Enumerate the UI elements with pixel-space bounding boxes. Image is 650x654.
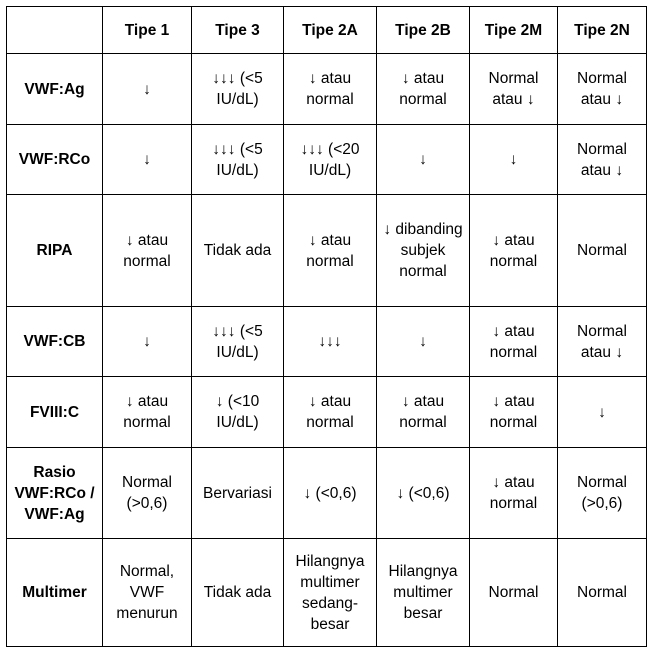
table-cell: ↓ atau normal (284, 54, 377, 125)
table-cell: ↓ atau normal (470, 307, 558, 377)
table-cell: Normal atau ↓ (558, 54, 647, 125)
table-cell: Normal (>0,6) (558, 448, 647, 539)
row-label: RIPA (7, 195, 103, 307)
table-cell: ↓↓↓ (<20 IU/dL) (284, 125, 377, 195)
table-cell: ↓ atau normal (377, 377, 470, 448)
table-cell: ↓ atau normal (284, 377, 377, 448)
table-cell: ↓ (103, 125, 192, 195)
table-cell: Normal atau ↓ (470, 54, 558, 125)
table-cell: Normal atau ↓ (558, 307, 647, 377)
row-label: Multimer (7, 539, 103, 647)
table-cell: Tidak ada (192, 195, 284, 307)
table-cell: ↓ atau normal (470, 377, 558, 448)
table-cell: ↓↓↓ (284, 307, 377, 377)
row-label: Rasio VWF:RCo / VWF:Ag (7, 448, 103, 539)
table-cell: ↓↓↓ (<5 IU/dL) (192, 307, 284, 377)
table-cell: Normal (558, 195, 647, 307)
table-cell: ↓ (377, 307, 470, 377)
table-cell: Normal (>0,6) (103, 448, 192, 539)
table-cell: Hilangnya multimer sedang-besar (284, 539, 377, 647)
table-cell: Normal, VWF menurun (103, 539, 192, 647)
table-row (7, 54, 647, 125)
table-cell: Normal (558, 539, 647, 647)
table-cell: ↓ (377, 125, 470, 195)
table-row (7, 377, 647, 448)
table-cell: Normal (470, 539, 558, 647)
vwd-comparison-table (6, 6, 647, 647)
table-cell: ↓ atau normal (103, 195, 192, 307)
table-cell: ↓↓↓ (<5 IU/dL) (192, 125, 284, 195)
table-cell: ↓ (103, 54, 192, 125)
table-row (7, 195, 647, 307)
table-cell: Normal atau ↓ (558, 125, 647, 195)
table-cell: ↓↓↓ (<5 IU/dL) (192, 54, 284, 125)
header-tipe-1: Tipe 1 (103, 7, 192, 54)
table-row (7, 539, 647, 647)
row-label: VWF:CB (7, 307, 103, 377)
table-cell: ↓ (<0,6) (284, 448, 377, 539)
table-cell: Hilangnya multimer besar (377, 539, 470, 647)
table-row (7, 448, 647, 539)
table-cell: ↓ (<0,6) (377, 448, 470, 539)
table-cell: ↓ atau normal (103, 377, 192, 448)
header-corner (7, 7, 103, 54)
table-cell: Tidak ada (192, 539, 284, 647)
table-cell: ↓ atau normal (470, 195, 558, 307)
header-tipe-2n: Tipe 2N (558, 7, 647, 54)
table-row (7, 125, 647, 195)
table-cell: Bervariasi (192, 448, 284, 539)
header-tipe-2b: Tipe 2B (377, 7, 470, 54)
header-row (7, 7, 647, 54)
row-label: VWF:RCo (7, 125, 103, 195)
table-cell: ↓ (<10 IU/dL) (192, 377, 284, 448)
table-cell: ↓ (103, 307, 192, 377)
header-tipe-2a: Tipe 2A (284, 7, 377, 54)
table-cell: ↓ (470, 125, 558, 195)
table-cell: ↓ atau normal (470, 448, 558, 539)
table-cell: ↓ (558, 377, 647, 448)
table-cell: ↓ atau normal (377, 54, 470, 125)
row-label: VWF:Ag (7, 54, 103, 125)
row-label: FVIII:C (7, 377, 103, 448)
table-cell: ↓ atau normal (284, 195, 377, 307)
header-tipe-2m: Tipe 2M (470, 7, 558, 54)
header-tipe-3: Tipe 3 (192, 7, 284, 54)
table-cell: ↓ dibanding subjek normal (377, 195, 470, 307)
table-row (7, 307, 647, 377)
